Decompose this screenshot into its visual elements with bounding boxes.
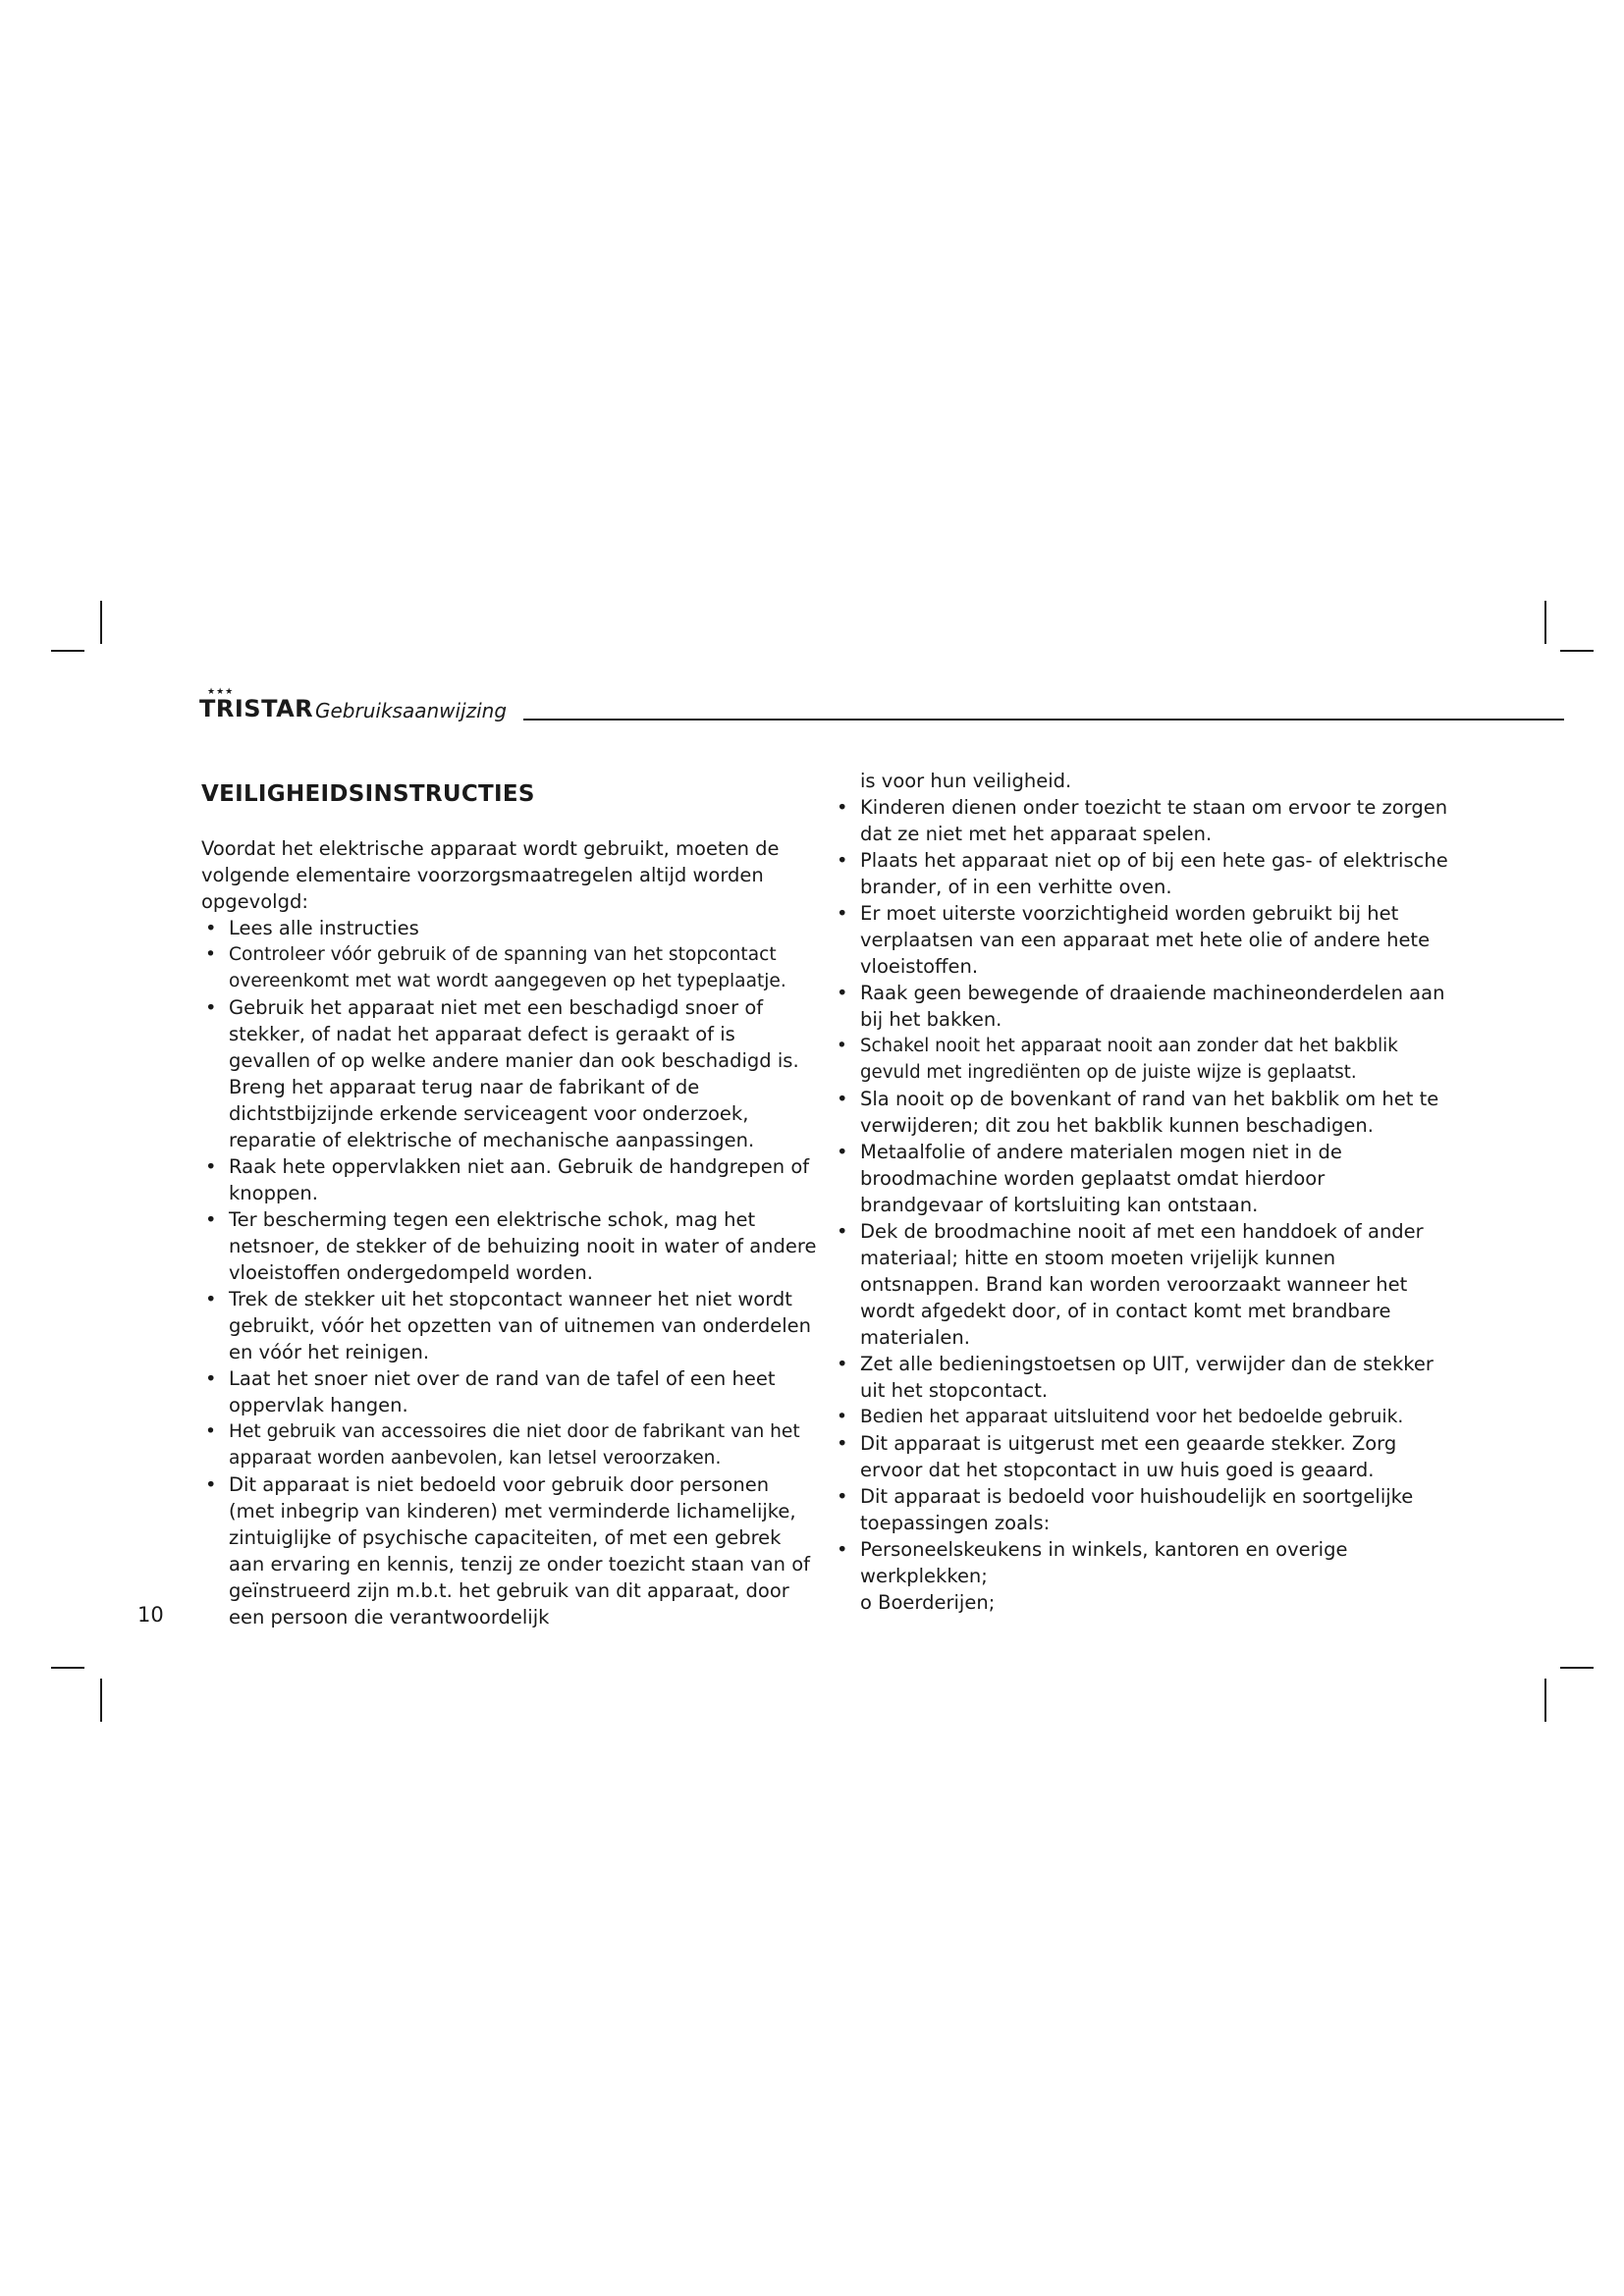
brand-logo [199, 687, 312, 722]
sub-list-item: o Boerderijen; [860, 1591, 996, 1614]
list-item: • Schakel nooit het apparaat nooit aan zonder dat het bakblik gevuld met ingrediënten op de juiste wijze is geplaatst. [833, 1033, 1451, 1086]
crop-mark-bottom-right-horizontal [1560, 1667, 1594, 1669]
list-item: • Trek de stekker uit het stopcontact wanneer het niet wordt gebruikt, vóór het opzetten van of uitnemen van onderdelen en vóór het reinigen. [201, 1286, 820, 1365]
crop-mark-bottom-left-vertical [100, 1679, 102, 1722]
list-item: • Er moet uiterste voorzichtigheid worden gebruikt bij het verplaatsen van een apparaat met hete olie of andere hete vloeistoffen. [833, 900, 1451, 980]
list-item: • Dek de broodmachine nooit af met een handdoek of ander materiaal; hitte en stoom moeten vrijelijk kunnen ontsnappen. Brand kan worden veroorzaakt wanneer het wordt afgedekt door, of in contact komt met brandbare materialen. [833, 1218, 1451, 1351]
list-item: • Personeelskeukens in winkels, kantoren en overige werkplekken; [833, 1536, 1451, 1589]
list-item: • Raak geen bewegende of draaiende machineonderdelen aan bij het bakken. [833, 980, 1451, 1033]
crop-mark-top-right-horizontal [1560, 650, 1594, 652]
left-column [201, 780, 820, 1630]
list-item: • Bedien het apparaat uitsluitend voor het bedoelde gebruik. [833, 1404, 1451, 1430]
list-item-continuation: is voor hun veiligheid. [860, 770, 1072, 792]
crop-mark-bottom-right-vertical [1544, 1679, 1546, 1722]
page-header [199, 687, 1564, 722]
list-item: • Ter bescherming tegen een elektrische schok, mag het netsnoer, de stekker of de behuizing nooit in water of andere vloeistoffen ondergedompeld worden. [201, 1206, 820, 1286]
brand-name: TRISTAR [199, 695, 314, 722]
list-item: • Dit apparaat is niet bedoeld voor gebruik door personen (met inbegrip van kinderen) met verminderde lichamelijke, zintuiglijke of psychische capaciteiten, of met een gebrek aan ervaring en kennis, tenzij ze onder toezicht staan van of geïnstrueerd zijn m.b.t. het gebruik van dit apparaat, door een persoon die verantwoordelijk [201, 1471, 820, 1630]
section-heading: VEILIGHEIDSINSTRUCTIES [201, 781, 535, 807]
list-item: • Laat het snoer niet over de rand van de tafel of een heet oppervlak hangen. [201, 1365, 820, 1418]
crop-mark-top-left-vertical [100, 601, 102, 644]
crop-mark-bottom-left-horizontal [51, 1667, 84, 1669]
list-item: • Lees alle instructies [201, 915, 820, 941]
list-item: • Kinderen dienen onder toezicht te staan om ervoor te zorgen dat ze niet met het apparaat spelen. [833, 794, 1451, 847]
list-item: • Zet alle bedieningstoetsen op UIT, verwijder dan de stekker uit het stopcontact. [833, 1351, 1451, 1404]
list-item: • Raak hete oppervlakken niet aan. Gebruik de handgrepen of knoppen. [201, 1153, 820, 1206]
list-item: • Dit apparaat is bedoeld voor huishoudelijk en soortgelijke toepassingen zoals: [833, 1483, 1451, 1536]
document-title: Gebruiksaanwijzing [315, 699, 508, 722]
crop-mark-top-left-horizontal [51, 650, 84, 652]
page-number: 10 [137, 1603, 164, 1627]
instruction-list-left [201, 915, 820, 1630]
instruction-list-right [833, 768, 1451, 1616]
list-item: • Het gebruik van accessoires die niet door de fabrikant van het apparaat worden aanbevolen, kan letsel veroorzaken. [201, 1418, 820, 1471]
header-rule [523, 719, 1564, 721]
list-item: • Gebruik het apparaat niet met een beschadigd snoer of stekker, of nadat het apparaat defect is geraakt of is gevallen of op welke andere manier dan ook beschadigd is. Breng het apparaat terug naar de fabrikant of de dichtstbijzijnde erkende serviceagent voor onderzoek, reparatie of elektrische of mechanische aanpassingen. [201, 994, 820, 1153]
crop-mark-top-right-vertical [1544, 601, 1546, 644]
list-item: • Dit apparaat is uitgerust met een geaarde stekker. Zorg ervoor dat het stopcontact in uw huis goed is geaard. [833, 1430, 1451, 1483]
intro-paragraph: Voordat het elektrische apparaat wordt gebruikt, moeten de volgende elementaire voorzorgsmaatregelen altijd worden opgevolgd: [201, 837, 780, 913]
list-item: • Metaalfolie of andere materialen mogen niet in de broodmachine worden geplaatst omdat hierdoor brandgevaar of kortsluiting kan ontstaan. [833, 1139, 1451, 1218]
list-item: • Sla nooit op de bovenkant of rand van het bakblik om het te verwijderen; dit zou het bakblik kunnen beschadigen. [833, 1086, 1451, 1139]
list-item: • Controleer vóór gebruik of de spanning van het stopcontact overeenkomt met wat wordt aangegeven op het typeplaatje. [201, 941, 820, 994]
list-item: • Plaats het apparaat niet op of bij een hete gas- of elektrische brander, of in een verhitte oven. [833, 847, 1451, 900]
brand-stars: ★★★ [207, 687, 235, 697]
right-column [833, 768, 1451, 1616]
